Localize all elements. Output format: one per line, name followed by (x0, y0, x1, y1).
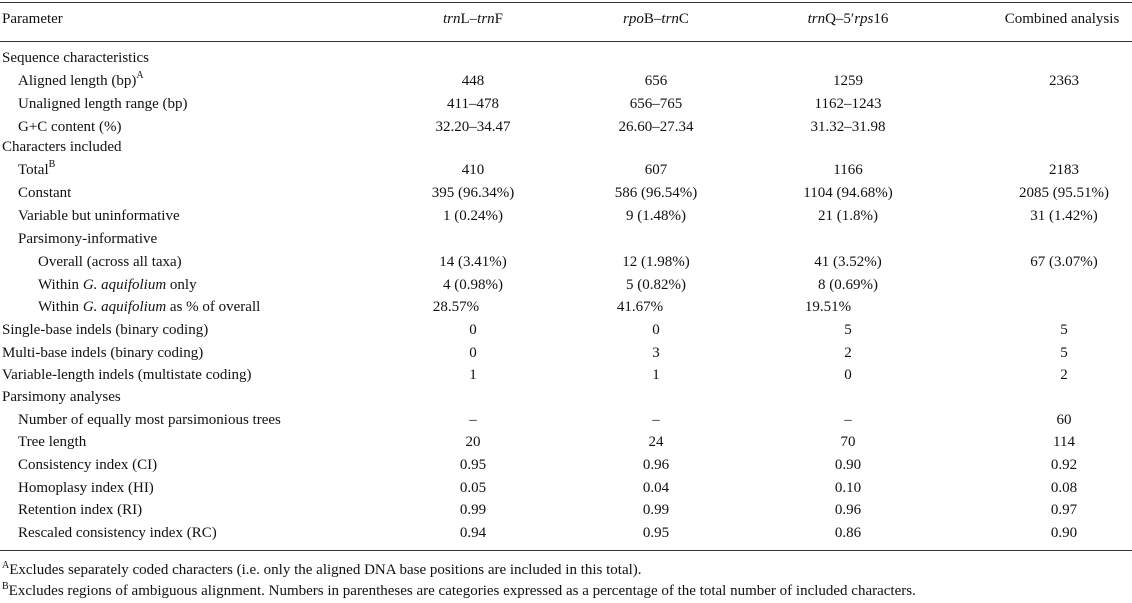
section-heading: Sequence characteristics (2, 50, 150, 66)
table-row: Within G. aquifolium as % of overall 28.57% 41.67% 19.51% (38, 299, 852, 315)
header-parameter: Parameter (2, 11, 63, 27)
footnote-a: $^A$Excludes separately coded characters (i.e. only the aligned DNA base positions are included in this total). (2, 560, 642, 578)
table-row: Variable but uninformative 1 (0.24%) 9 (1.48%) 21 (1.8%) 31 (1.42%) (18, 208, 1098, 224)
table-row: Consistency index (CI) 0.95 0.96 0.90 0.92 (18, 457, 1078, 473)
table-row: Constant 395 (96.34%) 586 (96.54%) 1104 (94.68%) 2085 (95.51%) (18, 185, 1109, 201)
table-row: Within G. aquifolium only 4 (0.98%) 5 (0.82%) 8 (0.69%) (38, 277, 878, 293)
table-row: Variable-length indels (multistate coding) 1 1 0 2 (2, 367, 1068, 383)
top-rule (0, 2, 1132, 3)
table-row: Homoplasy index (HI) 0.05 0.04 0.10 0.08 (18, 480, 1078, 496)
header-row (0, 8, 1132, 31)
header-rpoB-trnC: rpoB–trnC (623, 11, 689, 27)
section-heading: Parsimony analyses (2, 389, 121, 405)
table-row: Overall (across all taxa) 14 (3.41%) 12 (1.98%) 41 (3.52%) 67 (3.07%) (38, 254, 1098, 270)
bottom-rule (0, 550, 1132, 551)
subsection-heading: Parsimony-informative (18, 231, 158, 247)
table-row: Multi-base indels (binary coding) 0 3 2 5 (2, 345, 1068, 361)
footnote-b: $^B$Excludes regions of ambiguous alignment. Numbers in parentheses are categories expressed as a percentage of the total number of included characters. (2, 581, 916, 599)
header-combined: Combined analysis (1004, 11, 1120, 27)
table-row: Retention index (RI) 0.99 0.99 0.96 0.97 (18, 502, 1078, 518)
table-row: Unaligned length range (bp) 411–478 656–765 1162–1243 (18, 96, 882, 112)
table-row: Number of equally most parsimonious trees – – – 60 (18, 412, 1072, 428)
table-row: G+C content (%) 32.20–34.47 26.60–27.34 31.32–31.98 (18, 119, 886, 135)
table-row: Tree length 20 24 70 114 (18, 434, 1075, 450)
section-heading: Characters included (2, 139, 122, 155)
table-row: Aligned length (bp)$^A$ 448 656 1259 2363 (18, 70, 1079, 89)
header-rule (0, 41, 1132, 42)
header-trnQ-rps16: trnQ–5′rps16 (807, 11, 889, 27)
table-row: Rescaled consistency index (RC) 0.94 0.95 0.86 0.90 (18, 525, 1078, 541)
header-trnL-trnF: trnL–trnF (442, 11, 504, 27)
table-row: Total$^B$ 410 607 1166 2183 (18, 159, 1079, 178)
table-row: Single-base indels (binary coding) 0 0 5 5 (2, 322, 1068, 338)
